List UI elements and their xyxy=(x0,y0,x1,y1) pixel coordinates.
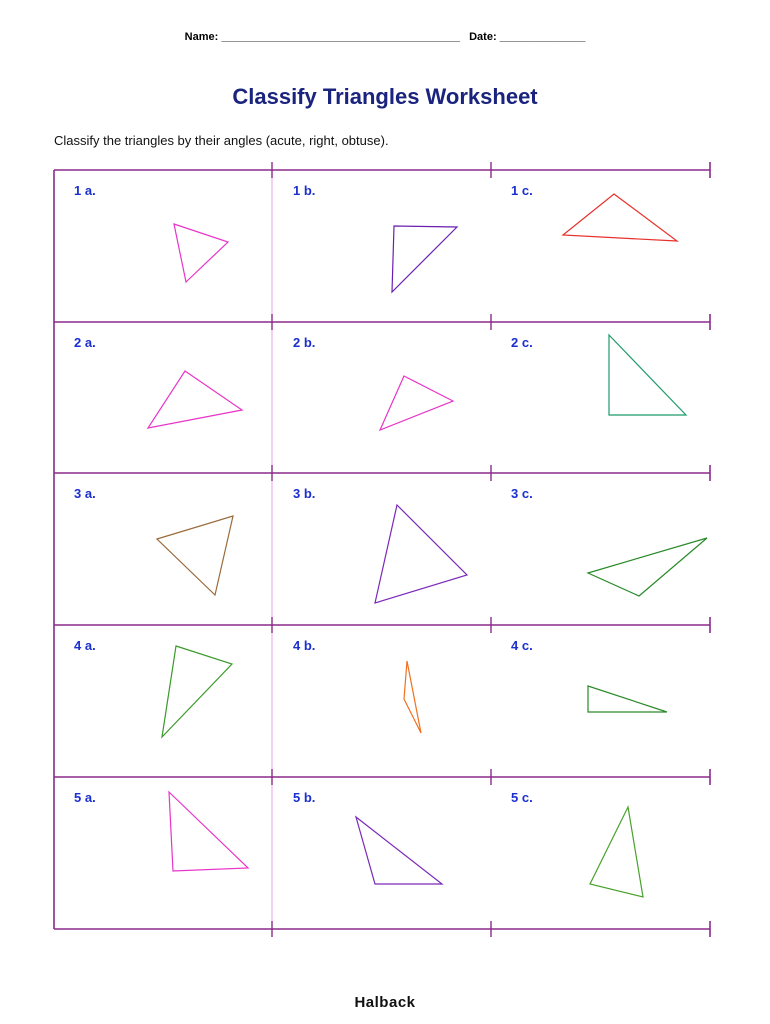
triangle-2a xyxy=(148,371,242,428)
triangle-5a xyxy=(169,792,248,871)
triangle-1b xyxy=(392,226,457,292)
triangle-1a xyxy=(174,224,228,282)
problem-label: 5 a. xyxy=(74,790,96,805)
triangle-4b xyxy=(404,661,421,733)
problem-label: 3 c. xyxy=(511,486,533,501)
problem-label: 4 b. xyxy=(293,638,316,653)
date-blank[interactable]: ______________ xyxy=(499,31,586,43)
problem-label: 2 b. xyxy=(293,335,316,350)
triangle-3b xyxy=(375,505,467,603)
problem-label: 4 c. xyxy=(511,638,533,653)
date-label: Date: xyxy=(469,31,497,43)
name-blank[interactable]: _______________________________________ xyxy=(221,31,460,43)
problem-label: 1 a. xyxy=(74,183,96,198)
triangle-4c xyxy=(588,686,667,712)
triangle-3a xyxy=(157,516,233,595)
problem-label: 5 b. xyxy=(293,790,316,805)
problem-label: 3 b. xyxy=(293,486,316,501)
problem-label: 2 a. xyxy=(74,335,96,350)
triangle-5c xyxy=(590,807,643,897)
name-label: Name: xyxy=(184,31,219,43)
problem-label: 4 a. xyxy=(74,638,96,653)
triangle-3c xyxy=(588,538,707,596)
problem-label: 1 b. xyxy=(293,183,316,198)
triangle-2c xyxy=(609,335,686,415)
problem-label: 2 c. xyxy=(511,335,533,350)
triangle-5b xyxy=(356,817,442,884)
triangle-4a xyxy=(162,646,232,737)
problem-label: 3 a. xyxy=(74,486,96,501)
triangle-2b xyxy=(380,376,453,430)
problem-label: 1 c. xyxy=(511,183,533,198)
problem-label: 5 c. xyxy=(511,790,533,805)
instructions: Classify the triangles by their angles (acute, right, obtuse). xyxy=(54,133,389,148)
footer-brand: Halback xyxy=(354,994,416,1011)
triangle-1c xyxy=(563,194,677,241)
worksheet-title: Classify Triangles Worksheet xyxy=(232,84,538,109)
